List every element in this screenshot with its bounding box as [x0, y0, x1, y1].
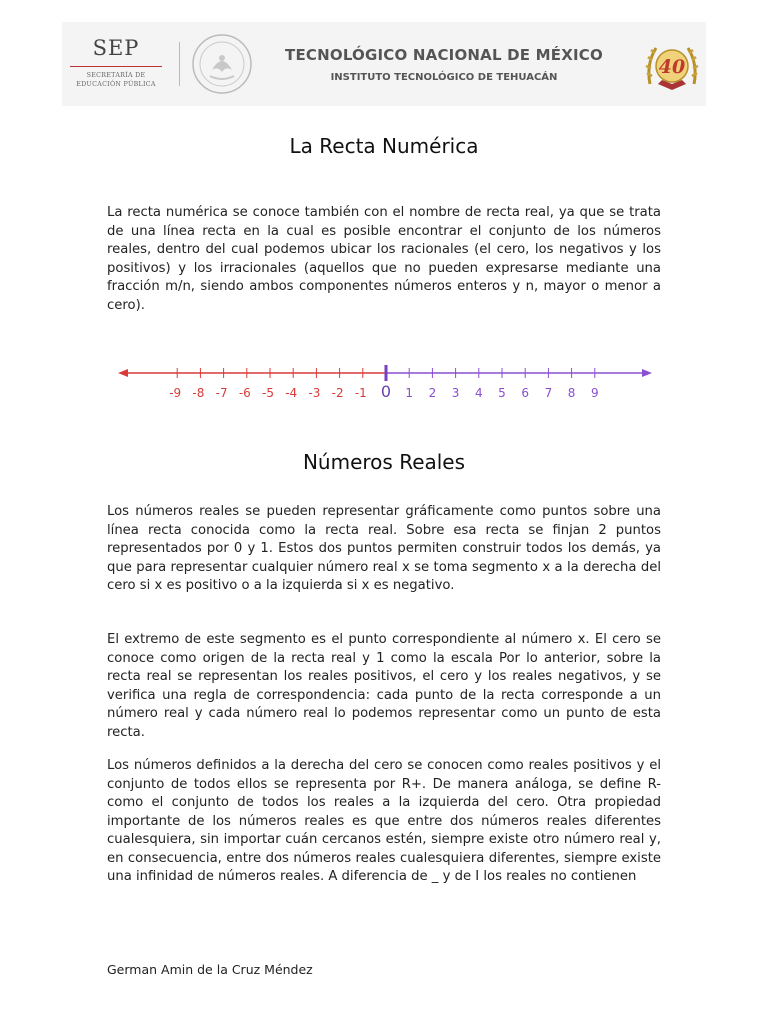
author-footer: German Amin de la Cruz Méndez: [107, 962, 313, 977]
tick-label-pos-3: 3: [451, 386, 460, 400]
number-line: [110, 356, 660, 406]
tick-label-neg-1: -1: [354, 386, 367, 400]
tick-label-neg-2: -2: [331, 386, 344, 400]
tick-label-pos-7: 7: [544, 386, 553, 400]
anniversary-badge-icon: [642, 34, 702, 96]
institution-title: TECNOLÓGICO NACIONAL DE MÉXICO: [285, 46, 603, 64]
tick-label-pos-6: 6: [521, 386, 530, 400]
tick-label-zero: 0: [380, 382, 392, 401]
right-arrow: [642, 369, 652, 377]
tick-label-pos-2: 2: [428, 386, 437, 400]
section2-title: Números Reales: [302, 450, 466, 474]
header-divider: [179, 42, 180, 86]
sep-logo: SEP: [92, 36, 140, 60]
tick-label-neg-9: -9: [169, 386, 182, 400]
campus-subtitle: INSTITUTO TECNOLÓGICO DE TEHUACÁN: [330, 72, 558, 83]
tick-label-pos-1: 1: [405, 386, 414, 400]
tick-label-neg-8: -8: [192, 386, 205, 400]
sep-logo-rule: [70, 66, 162, 67]
sep-subtitle-line-2: EDUCACIÓN PÚBLICA: [76, 81, 156, 88]
tick-label-pos-5: 5: [498, 386, 506, 400]
section1-paragraph: La recta numérica se conoce también con el nombre de recta real, ya que se trata de una línea recta en la cual es posible encontrar el conjunto de los números reales, dentro del cual podemos ubicar los racionales (el cero, los negativos y los positivos) y los irracionales (aquellos que no pueden expresarse mediante una fracción m/n, siendo ambos componentes números enteros y n, mayor o menor a cero).: [107, 205, 661, 313]
tick-label-pos-8: 8: [567, 386, 576, 400]
tick-label-pos-9: 9: [590, 386, 599, 400]
section2-paragraph-1: Los números reales se pueden representar gráficamente como puntos sobre una línea recta conocida como la recta real. Sobre esa recta se finjan 2 puntos representados por 0 y 1. Estos dos puntos permiten construir todos los demás, ya que para representar cualquier número real x se toma segmento x a la derecha del cero si x es positivo o a la izquierda si x es negativo.: [107, 504, 661, 593]
badge-number: 40: [658, 56, 686, 78]
section2-paragraph-3: Los números definidos a la derecha del cero se conocen como reales positivos y el conjunto de todos ellos se representa por R+. De manera análoga, se define R- como el conjunto de todos los reales a la izquierda del cero. Otra propiedad importante de los números reales es que entre dos números reales diferentes cualesquiera, sin importar cuán cercanos estén, siempre existe otro número real y, en consecuencia, entre dos números reales cualesquiera diferentes, siempre existe una infinidad de números reales. A diferencia de _ y de I los reales no contienen: [107, 758, 661, 884]
section1-title: La Recta Numérica: [289, 134, 479, 158]
tick-label-neg-4: -4: [285, 386, 298, 400]
tick-label-neg-6: -6: [238, 386, 251, 400]
tick-label-neg-7: -7: [215, 386, 228, 400]
letterhead: [62, 22, 706, 106]
sep-subtitle: [62, 71, 170, 89]
sep-subtitle-line-1: SECRETARÍA DE: [86, 72, 146, 79]
section2-paragraph-2: El extremo de este segmento es el punto correspondiente al número x. El cero se conoce como origen de la recta real y 1 como la escala Por lo anterior, sobre la recta real se representan los reales positivos, el cero y los reales negativos, y se verifica una regla de correspondencia: cada punto de la recta corresponde a un número real y cada número real lo podemos representar como un punto de esta recta.: [107, 632, 661, 740]
tick-label-neg-5: -5: [262, 386, 274, 400]
mexico-seal-icon: [190, 32, 254, 96]
sep-logo-block: [62, 22, 170, 106]
tick-label-pos-4: 4: [474, 386, 483, 400]
tick-label-neg-3: -3: [308, 386, 321, 400]
left-arrow: [118, 369, 128, 377]
